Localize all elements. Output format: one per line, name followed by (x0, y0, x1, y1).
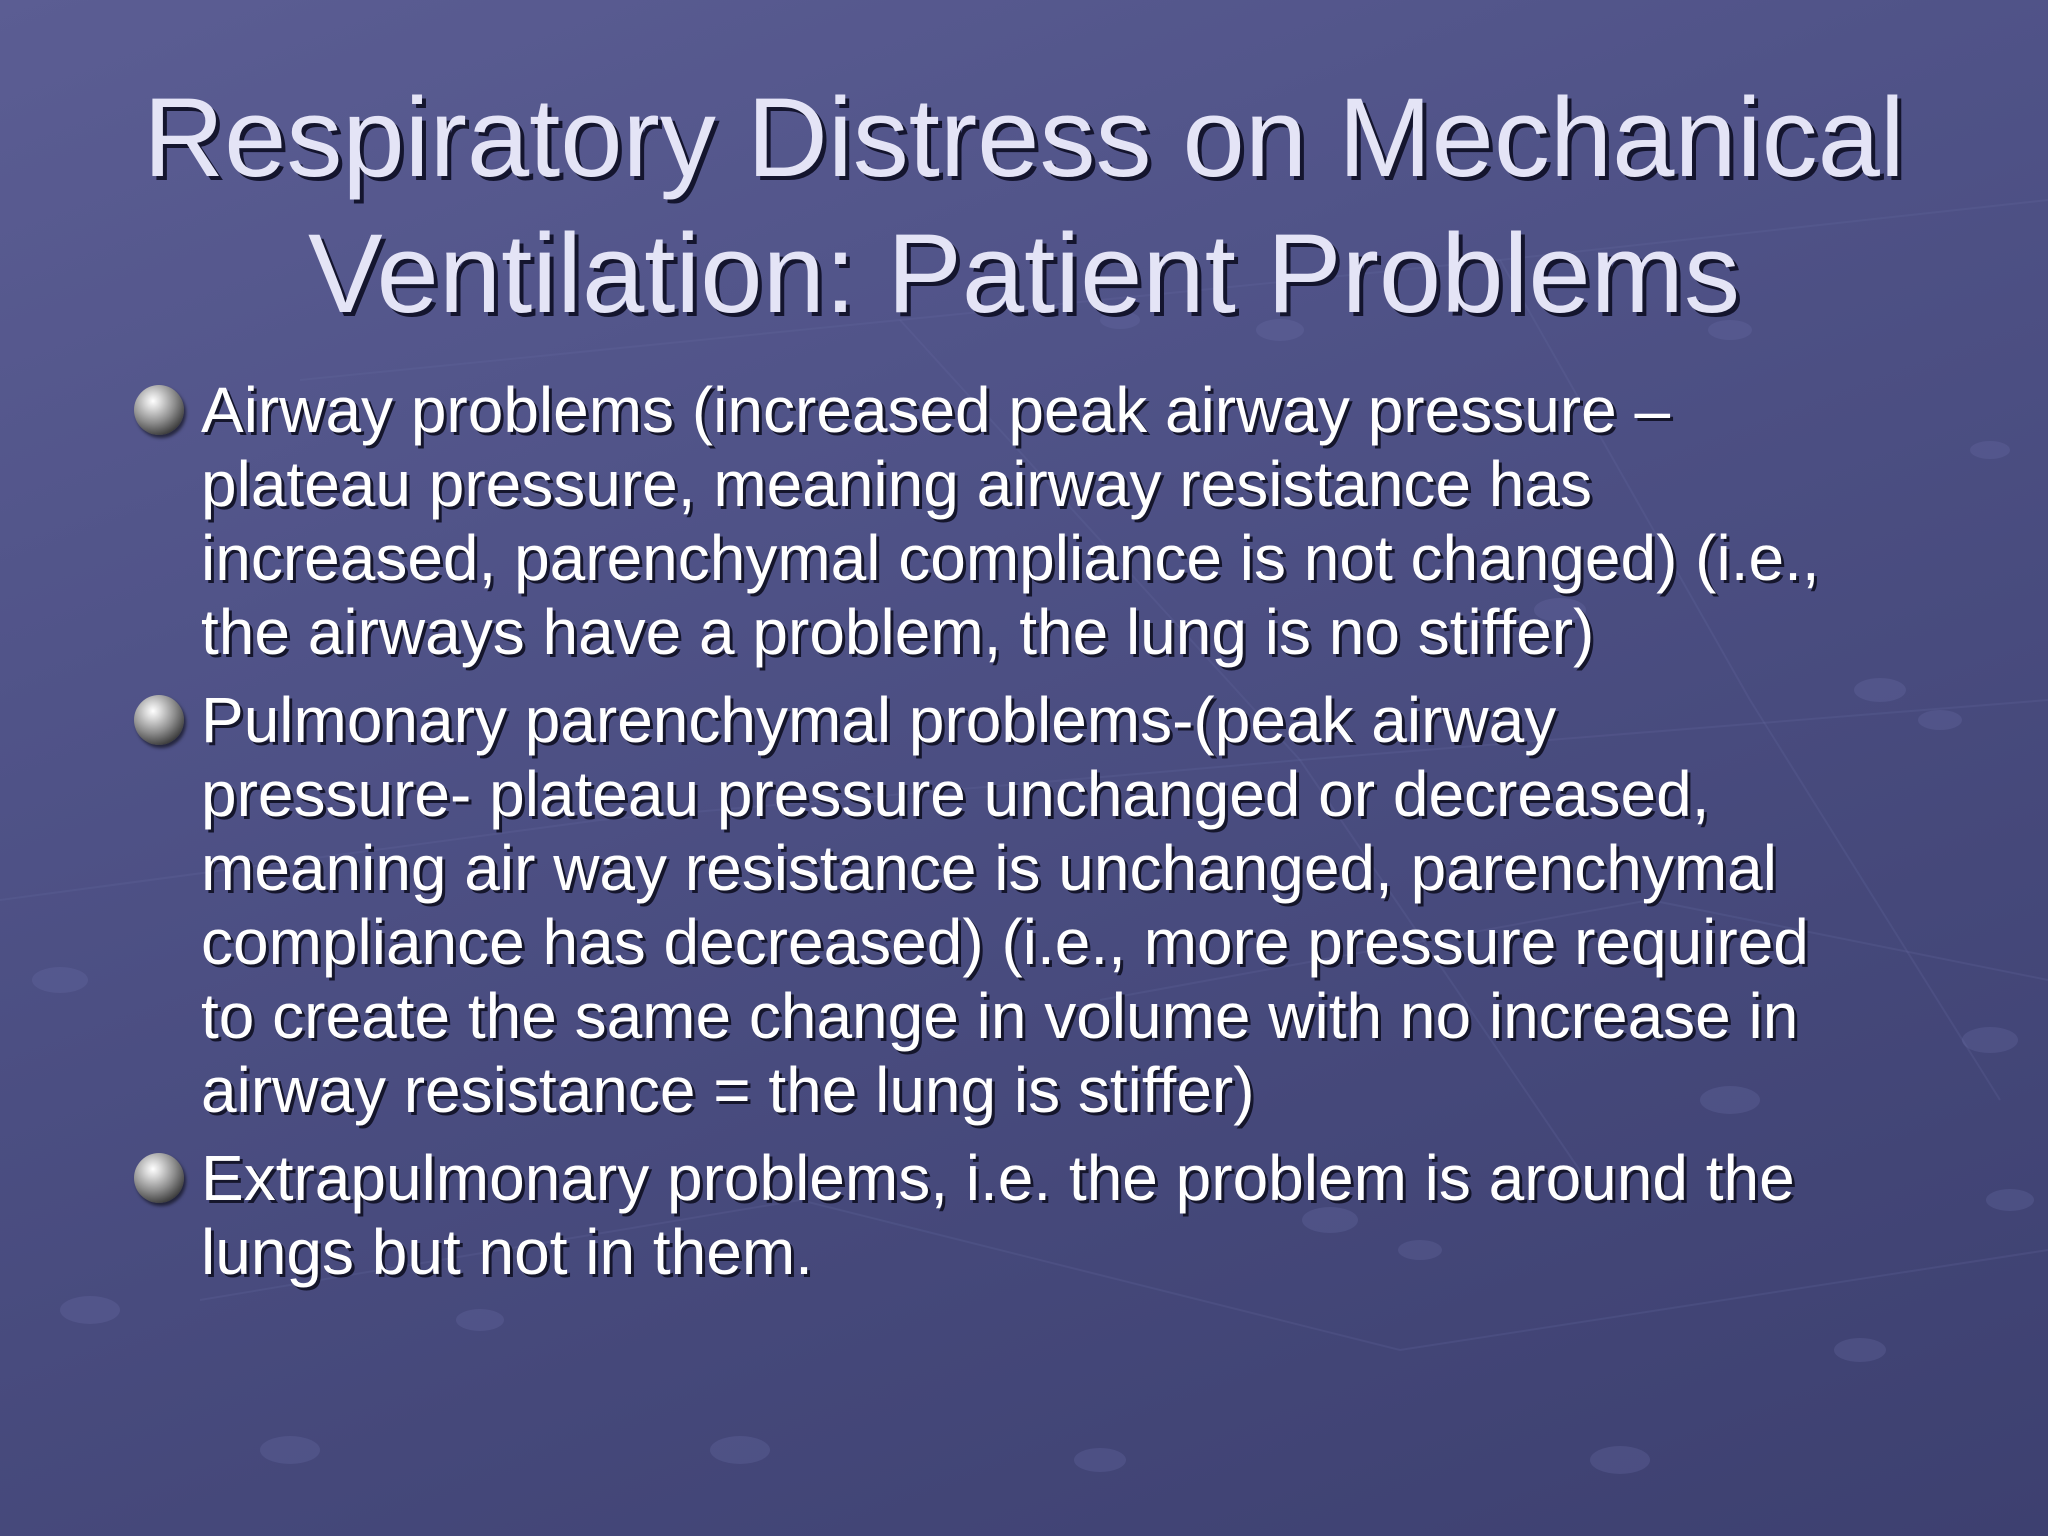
bullet-1-line-4: the airways have a problem, the lung is no stiffer) (201, 596, 1595, 668)
bullet-3-line-2: lungs but not in them. (201, 1216, 813, 1288)
bullet-1-line-3: increased, parenchymal compliance is not changed) (i.e., (201, 522, 1820, 594)
sphere-bullet-icon (134, 385, 184, 435)
bullet-1-line-2: plateau pressure, meaning airway resistance has (201, 448, 1592, 520)
title-line-1: Respiratory Distress on Mechanical (143, 75, 1905, 200)
bullet-extrapulmonary-problems (130, 1141, 1960, 1289)
bullet-2-line-6: airway resistance = the lung is stiffer) (201, 1054, 1255, 1126)
bullet-2-line-5: to create the same change in volume with no increase in (201, 980, 1799, 1052)
bullet-3-line-1: Extrapulmonary problems, i.e. the problem is around the (201, 1142, 1795, 1214)
bullet-list (130, 373, 1960, 1303)
slide-title (60, 70, 1988, 342)
bullet-2-line-2: pressure- plateau pressure unchanged or decreased, (201, 758, 1710, 830)
bullet-2-line-4: compliance has decreased) (i.e., more pressure required (201, 906, 1809, 978)
bullet-airway-problems (130, 373, 1960, 669)
sphere-bullet-icon (134, 695, 184, 745)
bullet-2-line-3: meaning air way resistance is unchanged, parenchymal (201, 832, 1777, 904)
bullet-pulmonary-parenchymal-problems (130, 683, 1960, 1127)
bullet-1-line-1: Airway problems (increased peak airway pressure – (201, 374, 1671, 446)
title-line-2: Ventilation: Patient Problems (308, 211, 1740, 336)
bullet-2-line-1: Pulmonary parenchymal problems-(peak airway (201, 684, 1557, 756)
sphere-bullet-icon (134, 1153, 184, 1203)
